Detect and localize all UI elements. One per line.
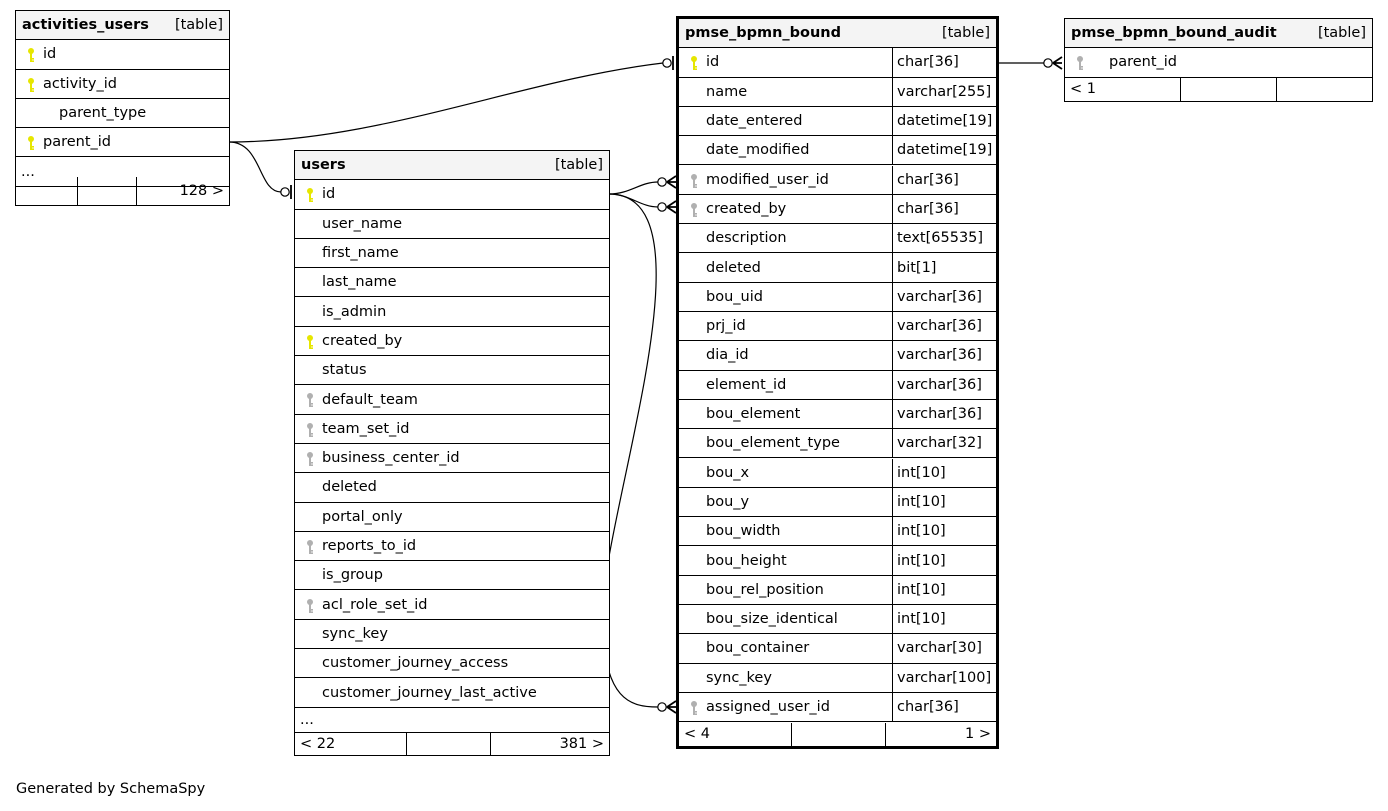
column-row — [679, 341, 996, 370]
table-footer: < 22 381 > — [295, 733, 609, 756]
column-type: int[10] — [892, 488, 946, 516]
column-row — [679, 253, 996, 282]
primary-key-icon — [25, 47, 37, 63]
column-row — [295, 503, 609, 532]
foreign-key-icon — [304, 539, 316, 555]
column-type: varchar[36] — [892, 400, 982, 428]
column-type: varchar[36] — [892, 341, 982, 369]
column-row — [679, 459, 996, 488]
column-row — [679, 517, 996, 546]
column-row — [679, 693, 996, 722]
table-footer: < 4 1 > — [679, 723, 996, 746]
column-name: customer_journey_last_active — [322, 684, 537, 701]
column-type: bit[1] — [892, 253, 936, 281]
foreign-key-icon — [304, 392, 316, 408]
column-row — [295, 239, 609, 268]
foreign-key-icon — [1074, 55, 1086, 71]
column-row — [295, 180, 609, 209]
column-row — [679, 429, 996, 458]
table-header — [679, 19, 996, 48]
column-row — [295, 649, 609, 678]
column-name: parent_type — [59, 105, 147, 122]
column-type: int[10] — [892, 546, 946, 574]
table-name: users — [301, 157, 346, 174]
column-row — [679, 664, 996, 693]
link-users-to-modified-user — [609, 182, 658, 194]
column-name: deleted — [706, 259, 761, 276]
column-row — [16, 99, 229, 128]
foreign-key-icon — [688, 173, 700, 189]
column-type: int[10] — [892, 517, 946, 545]
link-activities-users-to-bound — [229, 63, 663, 142]
table-kind: [table] — [1317, 25, 1366, 42]
table-name: pmse_bpmn_bound_audit — [1071, 25, 1277, 42]
column-name: status — [322, 362, 367, 379]
column-name: parent_id — [1109, 54, 1178, 71]
column-name: bou_width — [706, 523, 781, 540]
column-name: bou_element_type — [706, 435, 840, 452]
table-kind: [table] — [554, 157, 603, 174]
column-row — [679, 283, 996, 312]
column-name: team_set_id — [322, 420, 410, 437]
column-name: deleted — [322, 479, 377, 496]
column-row — [679, 166, 996, 195]
column-row — [295, 415, 609, 444]
column-name: created_by — [322, 332, 403, 349]
column-type: varchar[100] — [892, 664, 991, 692]
column-name: sync_key — [322, 625, 388, 642]
more-columns: ... — [295, 708, 609, 733]
column-name: dia_id — [706, 347, 749, 364]
column-name: reports_to_id — [322, 538, 417, 555]
column-type: text[65535] — [892, 224, 983, 252]
column-row — [16, 70, 229, 99]
column-name: assigned_user_id — [706, 699, 830, 716]
more-columns: ... — [16, 158, 229, 187]
column-name: bou_uid — [706, 288, 763, 305]
column-name: modified_user_id — [706, 171, 829, 188]
column-row — [1065, 48, 1372, 77]
column-name: date_entered — [706, 113, 803, 130]
column-row — [679, 78, 996, 107]
column-row — [679, 48, 996, 77]
column-row — [295, 620, 609, 649]
link-users-to-created-by — [609, 194, 658, 207]
column-name: default_team — [322, 391, 418, 408]
column-row — [679, 371, 996, 400]
column-row — [295, 591, 609, 620]
primary-key-icon — [304, 187, 316, 203]
column-name: business_center_id — [322, 450, 460, 467]
column-type: datetime[19] — [892, 136, 992, 164]
table-activities-users[interactable] — [15, 10, 230, 206]
foreign-key-icon — [304, 598, 316, 614]
column-row — [679, 136, 996, 165]
column-row — [295, 298, 609, 327]
column-row — [679, 634, 996, 663]
column-name: is_admin — [322, 303, 387, 320]
primary-key-icon — [304, 334, 316, 350]
column-name: id — [706, 54, 720, 71]
column-name: bou_container — [706, 640, 810, 657]
primary-key-icon — [25, 135, 37, 151]
column-row — [295, 356, 609, 385]
column-row — [295, 473, 609, 502]
column-row — [679, 107, 996, 136]
table-kind: [table] — [174, 17, 223, 34]
column-name: created_by — [706, 200, 787, 217]
table-header — [1065, 19, 1372, 48]
column-name: description — [706, 230, 787, 247]
table-footer: < 1 — [1065, 78, 1372, 101]
column-type: int[10] — [892, 605, 946, 633]
column-name: bou_height — [706, 552, 787, 569]
column-name: id — [322, 186, 336, 203]
column-row — [295, 268, 609, 297]
column-name: bou_rel_position — [706, 581, 824, 598]
column-row — [679, 224, 996, 253]
column-row — [295, 678, 609, 707]
column-type: varchar[30] — [892, 634, 982, 662]
link-activities-users-to-users — [229, 142, 281, 192]
column-name: first_name — [322, 245, 399, 262]
column-row — [679, 312, 996, 341]
column-name: activity_id — [43, 75, 117, 92]
table-header — [16, 11, 229, 40]
column-type: varchar[32] — [892, 429, 982, 457]
column-name: bou_y — [706, 493, 750, 510]
column-name: prj_id — [706, 318, 746, 335]
column-type: varchar[255] — [892, 78, 991, 106]
table-header — [295, 151, 609, 180]
column-type: char[36] — [892, 48, 959, 76]
column-type: int[10] — [892, 459, 946, 487]
column-name: date_modified — [706, 142, 810, 159]
table-footer: 128 > — [16, 177, 229, 205]
column-name: parent_id — [43, 134, 112, 151]
column-type: varchar[36] — [892, 283, 982, 311]
column-type: char[36] — [892, 693, 959, 721]
table-users[interactable] — [294, 150, 610, 756]
primary-key-icon — [25, 77, 37, 93]
column-type: int[10] — [892, 576, 946, 604]
column-type: varchar[36] — [892, 312, 982, 340]
column-type: varchar[36] — [892, 371, 982, 399]
column-type: char[36] — [892, 166, 959, 194]
foreign-key-icon — [688, 700, 700, 716]
column-name: is_group — [322, 567, 383, 584]
column-row — [679, 488, 996, 517]
column-row — [679, 605, 996, 634]
column-row — [295, 327, 609, 356]
column-name: id — [43, 46, 57, 63]
column-type: char[36] — [892, 195, 959, 223]
table-name: activities_users — [22, 17, 149, 34]
column-name: portal_only — [322, 508, 403, 525]
column-row — [295, 444, 609, 473]
column-row — [295, 561, 609, 590]
column-row — [679, 400, 996, 429]
column-name: acl_role_set_id — [322, 596, 428, 613]
column-row — [679, 195, 996, 224]
column-row — [295, 210, 609, 239]
column-name: user_name — [322, 215, 402, 232]
column-name: bou_x — [706, 464, 750, 481]
column-row — [295, 385, 609, 414]
column-name: customer_journey_access — [322, 655, 509, 672]
table-kind: [table] — [941, 25, 990, 42]
foreign-key-icon — [304, 422, 316, 438]
foreign-key-icon — [304, 451, 316, 467]
table-pmse-bpmn-bound-audit[interactable] — [1064, 18, 1373, 102]
column-row — [679, 576, 996, 605]
column-type: datetime[19] — [892, 107, 992, 135]
column-name: name — [706, 83, 748, 100]
foreign-key-icon — [688, 202, 700, 218]
generator-credit: Generated by SchemaSpy — [16, 781, 206, 797]
column-row — [16, 40, 229, 69]
column-name: bou_size_identical — [706, 611, 838, 628]
column-row — [295, 532, 609, 561]
column-row — [16, 128, 229, 157]
primary-key-icon — [688, 55, 700, 71]
column-name: sync_key — [706, 669, 772, 686]
table-pmse-bpmn-bound[interactable] — [676, 16, 999, 749]
column-name: element_id — [706, 376, 787, 393]
table-name: pmse_bpmn_bound — [685, 25, 842, 42]
link-users-to-assigned-user — [602, 194, 658, 707]
column-name: last_name — [322, 274, 397, 291]
column-row — [679, 546, 996, 575]
column-name: bou_element — [706, 406, 801, 423]
